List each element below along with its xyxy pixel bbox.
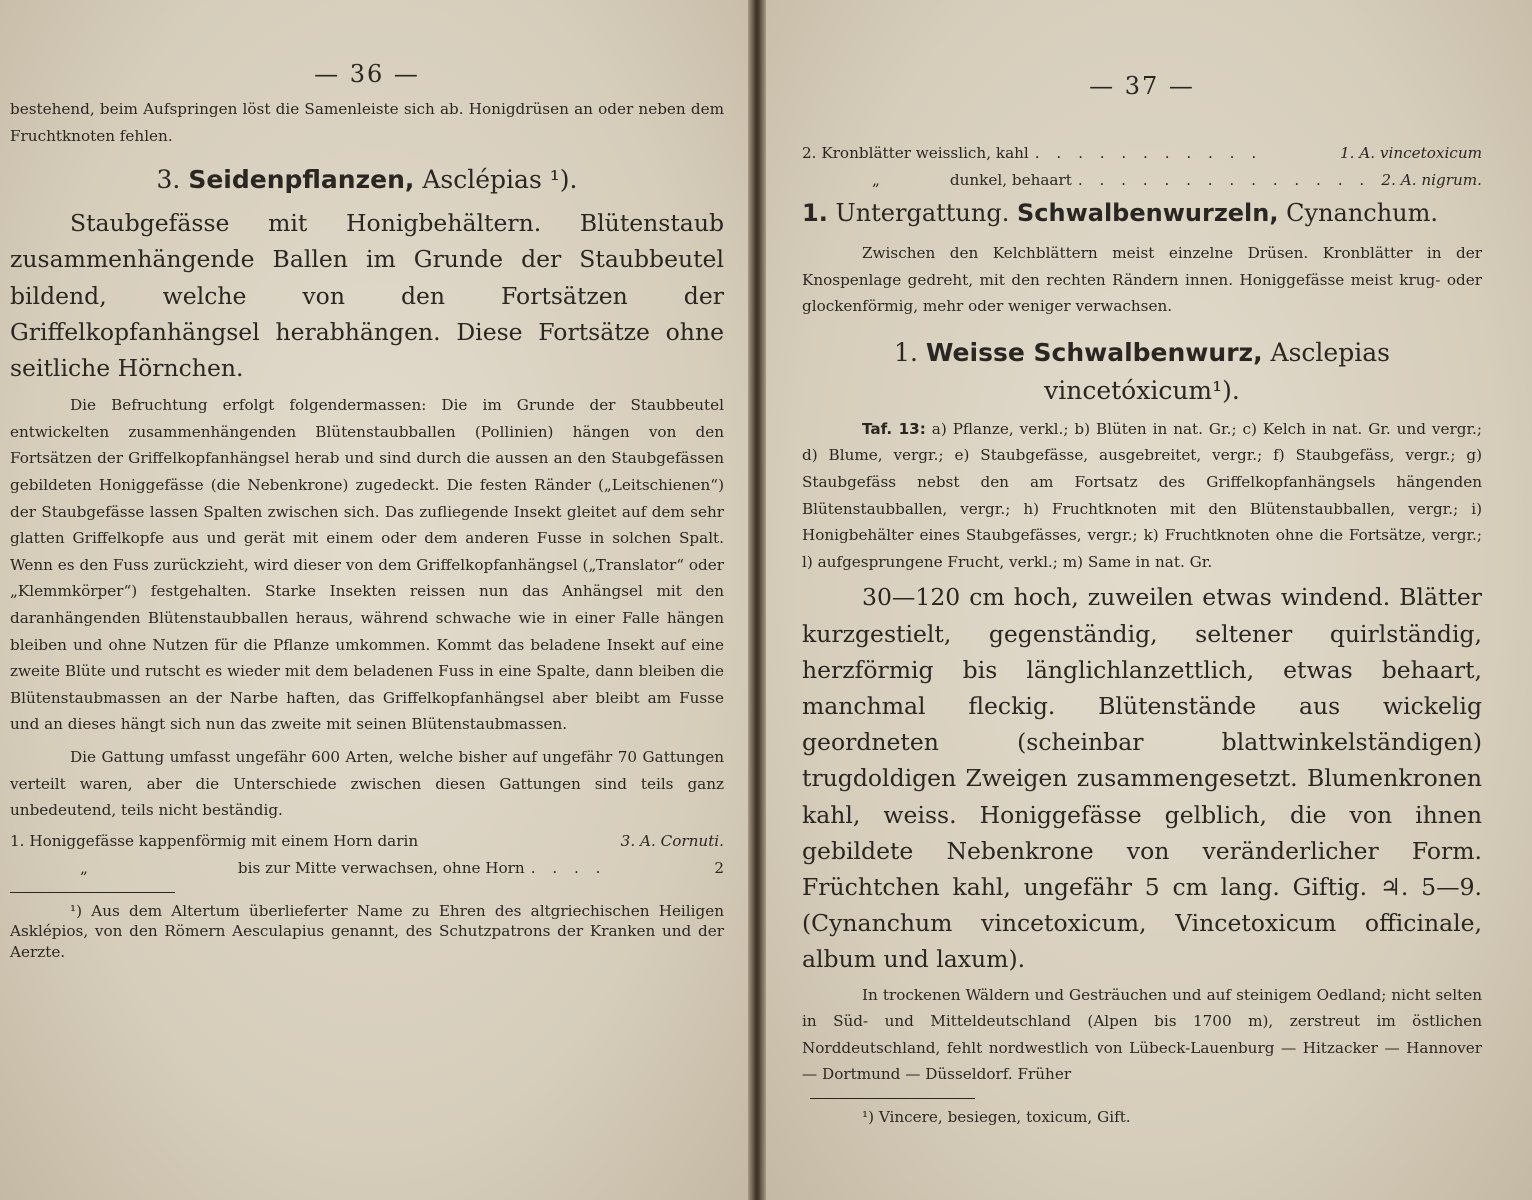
key-row [10, 828, 724, 855]
footnote-mark: ¹). [549, 165, 578, 195]
species-description: 30—120 cm hoch, zuweilen etwas windend. Blätter kurzgestielt, gegenständig, seltener quirlständig, herzförmig bis länglichlanzettlich, etwas behaart, manchmal fleckig. Blütenstände aus wickelig geordneten (scheinbar blattwinkelständigen) trugdoldigen Zweigen zusammengesetzt. Blumenkronen kahl, weiss. Honiggefässe gelblich, die von ihnen gebildete Nebenkrone von veränderlicher Form. Früchtchen kahl, ungefähr 5 cm lang. Giftig. ♃. 5—9. (Cynanchum vincetoxicum, Vincetoxicum officinale, album und laxum). [802, 583, 1482, 974]
key-text: Honiggefässe kappenförmig mit einem Horn darin [29, 831, 419, 850]
plate-legend [802, 416, 1482, 576]
habitat-paragraph: In trockenen Wäldern und Gesträuchen und auf steinigem Oedland; nicht selten in Süd- und Mitteldeutschland (Alpen bis 1700 m), zerstreut im östlichen Norddeutschland, fehlt nordwestlich von Lübeck-Lauenburg — Hitzacker — Hannover — Dortmund — Düsseldorf. Früher [802, 985, 1482, 1084]
key-result: 2. A. nigrum. [1381, 171, 1482, 189]
species-heading [802, 334, 1482, 410]
subgenus-heading [802, 194, 1482, 232]
left-page [0, 0, 748, 1200]
key-leader [418, 828, 621, 855]
key-label: 1. [10, 831, 25, 850]
genus-note-paragraph: Die Gattung umfasst ungefähr 600 Arten, welche bisher auf ungefähr 70 Gattungen verteilt waren, aber die Unterschiede zwischen diesen Gattungen sind teils ganz unbedeutend, teils nicht beständig. [10, 747, 724, 820]
key-row [802, 167, 1482, 194]
species-latin: Asclepias [1270, 337, 1390, 367]
footnote-rule [810, 1098, 975, 1099]
key-text: dunkel, behaart [949, 171, 1072, 189]
key-result: 3. A. Cornuti. [620, 831, 724, 850]
footnote: ¹) Vincere, besiegen, toxicum, Gift. [862, 1107, 1131, 1126]
key-leader: . . . . . . . . . . . [1034, 144, 1263, 162]
key-row [802, 140, 1482, 167]
right-page [766, 0, 1532, 1200]
species-number: 1. [894, 337, 918, 367]
key-label: „ [80, 858, 88, 877]
genus-number: 3. [156, 165, 181, 195]
subgenus-number: 1. [802, 199, 828, 227]
key-label: 2. [802, 144, 817, 162]
plate-label: Taf. 13: [862, 419, 926, 438]
key-row [10, 855, 724, 882]
genus-name: Seidenpflanzen, [188, 165, 415, 195]
subgenus-name: Schwalbenwurzeln, [1016, 199, 1279, 227]
key-text: bis zur Mitte verwachsen, ohne Horn [237, 858, 525, 877]
species-name: Weisse Schwalbenwurz, [925, 337, 1263, 367]
intro-paragraph: bestehend, beim Aufspringen löst die Samenleiste sich ab. Honigdrüsen an oder neben dem Fruchtknoten fehlen. [10, 100, 724, 145]
subgenus-description: Zwischen den Kelchblättern meist einzelne Drüsen. Kronblätter in der Knospenlage gedreht, mit den rechten Rändern innen. Honiggefässe meist krug- oder glockenförmig, mehr oder weniger verwachsen. [802, 244, 1482, 316]
key-text: Kronblätter weisslich, kahl [821, 144, 1029, 162]
key-result: 1. A. vincetoxicum [1339, 144, 1482, 162]
book-gutter [748, 0, 766, 1200]
page-number: — 36 — [314, 60, 420, 88]
key-leader: . . . . [530, 858, 607, 877]
footnote: ¹) Aus dem Altertum überlieferter Name zu Ehren des altgriechischen Heiligen Asklépios, von den Römern Aesculapius genannt, des Schutzpatrons der Kranken und der Aerzte. [10, 901, 724, 961]
pollination-paragraph: Die Befruchtung erfolgt folgendermassen: Die im Grunde der Staubbeutel entwickelten zusammenhängenden Blütenstaubballen (Pollinien) hängen von den Fortsätzen der Griffelkopfanhängsel herab und sind durch die aussen an den Staubgefässen gebildeten Honiggefässe (die Nebenkrone) zugedeckt. Die festen Ränder („Leitschienen“) der Staubgefässe lassen Spalten zwischen sich. Das zufliegende Insekt gleitet auf dem sehr glatten Griffelkopfe aus und gerät mit einem oder dem anderen Fusse in solchen Spalt. Wenn es den Fuss zurückzieht, wird dieser von dem Griffelkopfanhängsel („Translator“ oder „Klemmkörper“) festgehalten. Starke Insekten reissen nun das Anhängsel mit den daranhängenden Blütenstaubballen heraus, während schwache wie in einer Falle hängen bleiben und ohne Nutzen für die Pflanze umkommen. Kommt das beladene Insekt auf eine zweite Blüte und rutscht es wieder mit dem beladenen Fuss in eine Spalte, dann bleiben die Blütenstaubmassen an der Narbe haften, das Griffelkopfanhängsel aber bleibt am Fusse und an dieses hängt sich nun das zweite mit seinen Blütenstaubmassen. [10, 396, 724, 734]
plate-text: a) Pflanze, verkl.; b) Blüten in nat. Gr.; c) Kelch in nat. Gr. und vergr.; d) Blume, vergr.; e) Staubgefässe, ausgebreitet, vergr.; f) Staubgefäss, vergr.; g) Staubgefäss nebst den am Fortsatz des Griffelkopfanhängsels hängenden Blütenstaubballen, vergr.; h) Fruchtknoten mit den Blütenstaubballen, vergr.; i) Honigbehälter eines Staubgefässes, vergr.; k) Fruchtknoten ohne die Fortsätze, vergr.; l) aufgesprungene Frucht, verkl.; m) Same in nat. Gr. [802, 419, 1482, 571]
genus-description: Staubgefässe mit Honigbehältern. Blütenstaub zusammenhängende Ballen im Grunde der Staubbeutel bildend, welche von den Fortsätzen der Griffelkopfanhängsel herabhängen. Diese Fortsätze ohne seitliche Hörnchen. [10, 209, 724, 382]
species-latin: vincetóxicum [1044, 375, 1213, 405]
footnote-rule [10, 892, 175, 893]
key-leader: . . . . . . . . . . . . . . [1077, 171, 1371, 189]
subgenus-prefix: Untergattung. [835, 199, 1010, 227]
page-number: — 37 — [1089, 72, 1195, 100]
genus-latin: Asclépias [422, 165, 542, 195]
key-label: „ [872, 171, 880, 189]
subgenus-latin: Cynanchum. [1286, 199, 1439, 227]
key-result: 2 [714, 858, 724, 877]
genus-heading [10, 161, 724, 199]
footnote-mark: ¹). [1212, 375, 1240, 405]
